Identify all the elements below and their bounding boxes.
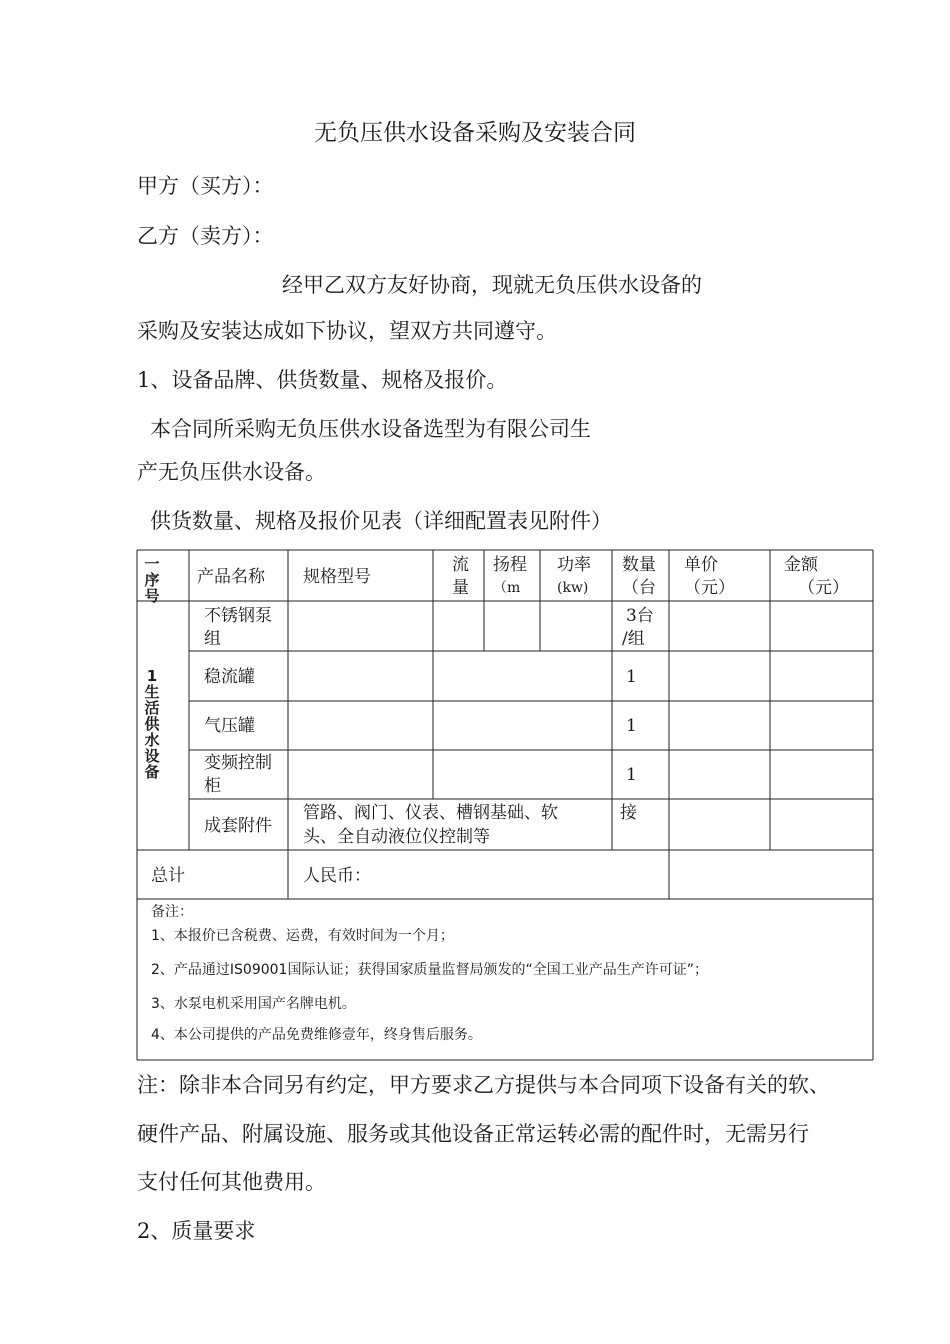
contract-title: 无负压供水设备采购及安装合同: [314, 120, 636, 146]
row-5-qty: 接: [620, 803, 637, 823]
notes-label: 备注：: [151, 904, 193, 920]
party-a-label: 甲方（买方）：: [137, 174, 274, 198]
row-1-qty-1: 3台: [626, 606, 654, 626]
row-1-name-2: 组: [204, 629, 221, 649]
section-1-text-line-2: 产无负压供水设备。: [137, 460, 326, 484]
group-label-domestic-water: 1生活供水设备: [144, 667, 160, 781]
header-unit-price-2: （元）: [684, 578, 735, 598]
remark-line-2: 硬件产品、附属设施、服务或其他设备正常运转必需的配件时，无需另行: [137, 1122, 809, 1146]
note-item-1: 1、本报价已含税费、运费，有效时间为一个月；: [151, 928, 454, 944]
row-4-name-2: 柜: [204, 776, 221, 796]
section-2-heading: 2、质量要求: [137, 1219, 256, 1243]
rmb-label: 人民币：: [303, 866, 371, 886]
note-item-3: 3、水泵电机采用国产名牌电机。: [151, 996, 356, 1012]
header-head-1: 扬程: [493, 555, 527, 575]
row-4-name-1: 变频控制: [204, 753, 272, 773]
row-1-qty-2: /组: [622, 629, 645, 649]
intro-line-1: 经甲乙双方友好协商，现就无负压供水设备的: [282, 273, 702, 297]
row-1-name-1: 不锈钢泵: [204, 606, 272, 626]
row-4-qty: 1: [626, 765, 637, 785]
header-head-2: （m: [493, 580, 521, 596]
section-1-heading: 1、设备品牌、供货数量、规格及报价。: [137, 368, 508, 392]
row-3-name: 气压罐: [204, 716, 255, 736]
header-model: 规格型号: [303, 567, 371, 587]
remark-line-1: 注：除非本合同另有约定，甲方要求乙方提供与本合同项下设备有关的软、: [137, 1073, 830, 1097]
header-flow-1: 流: [452, 555, 469, 575]
header-product-name: 产品名称: [197, 567, 265, 587]
header-unit-price-1: 单价: [684, 555, 718, 575]
header-amount-2: （元）: [798, 578, 849, 598]
party-b-label: 乙方（卖方）：: [137, 224, 274, 248]
header-power-2: (kw): [557, 580, 589, 596]
header-flow-2: 量: [452, 578, 469, 598]
note-item-2: 2、产品通过IS09001国际认证；获得国家质量监督局颁发的“全国工业产品生产许可证”；: [151, 962, 708, 978]
row-5-desc-1: 管路、阀门、仪表、槽钢基础、软: [303, 803, 558, 823]
intro-line-2: 采购及安装达成如下协议，望双方共同遵守。: [137, 319, 557, 343]
section-1-text-line-1: 本合同所采购无负压供水设备选型为有限公司生: [150, 417, 591, 441]
row-5-desc-2: 头、全自动液位仪控制等: [303, 827, 490, 847]
row-2-name: 稳流罐: [204, 667, 255, 687]
header-qty-1: 数量: [622, 555, 656, 575]
header-amount-1: 金额: [784, 555, 818, 575]
row-5-name: 成套附件: [204, 816, 272, 836]
header-seq: 一序号: [144, 555, 160, 605]
note-item-4: 4、本公司提供的产品免费维修壹年，终身售后服务。: [151, 1027, 482, 1043]
total-label: 总计: [151, 866, 185, 886]
table-intro: 供货数量、规格及报价见表（详细配置表见附件）: [150, 509, 612, 533]
row-3-qty: 1: [626, 716, 637, 736]
header-qty-2: （台: [622, 578, 656, 598]
row-2-qty: 1: [626, 667, 637, 687]
header-power-1: 功率: [557, 555, 591, 575]
remark-line-3: 支付任何其他费用。: [137, 1170, 326, 1194]
